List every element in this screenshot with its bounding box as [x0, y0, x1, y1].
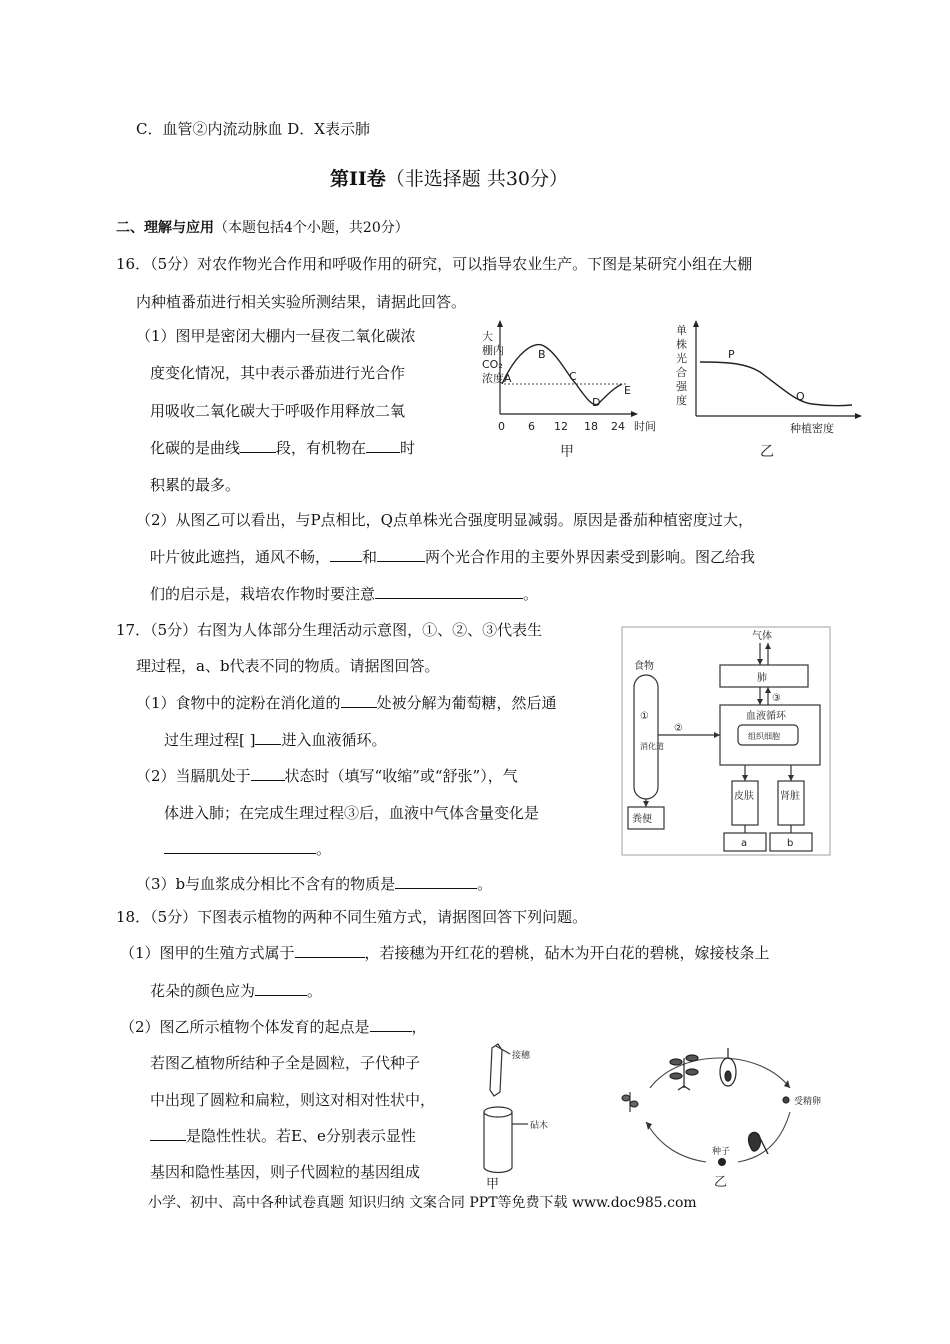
q16-part2-line3-b: 。 — [523, 585, 539, 603]
page-footer: 小学、初中、高中各种试卷真题 知识归纳 文案合同 PPT等免费下载 www.doc985.com — [148, 1195, 697, 1211]
answer-blank[interactable] — [240, 438, 276, 453]
q17-part2-line3-end: 。 — [316, 840, 332, 858]
section-title-rest: （非选择题 共30分） — [385, 168, 568, 190]
q18-part2-line1-a: （2）图乙所示植物个体发育的起点是 — [120, 1018, 370, 1036]
chart-jia-point-c: C — [569, 370, 577, 383]
q16-part1-line4 — [150, 437, 415, 458]
answer-blank[interactable] — [255, 981, 307, 996]
q17-intro-1: 17．（5分）右图为人体部分生理活动示意图，①、②、③代表生 — [116, 621, 543, 639]
chart-jia-curve — [502, 345, 622, 405]
chart-jia-ylabel-1: 大 — [482, 330, 493, 343]
grafting-caption: 甲 — [486, 1177, 500, 1192]
answer-blank[interactable] — [370, 1017, 412, 1032]
q17-part3 — [136, 873, 492, 894]
part2-heading-note: （本题包括4个小题，共20分） — [214, 220, 409, 236]
chart-yi-caption: 乙 — [760, 444, 774, 460]
answer-blank[interactable] — [164, 839, 316, 854]
answer-blank[interactable] — [255, 730, 281, 745]
answer-blank[interactable] — [375, 584, 523, 599]
q16-part2-line2-a: 叶片彼此遮挡，通风不畅， — [150, 548, 331, 566]
answer-blank[interactable] — [295, 943, 365, 958]
output-b-label: b — [787, 838, 794, 849]
seed-label: 种子 — [712, 1147, 731, 1157]
q16-intro-1: 16．（5分）对农作物光合作用和呼吸作用的研究，可以指导农业生产。下图是某研究小组在大棚 — [116, 255, 753, 273]
chart-jia-point-a: A — [504, 372, 512, 385]
q16-part1-line4-a: 化碳的是曲线 — [150, 439, 241, 457]
chart-yi-ylabel-4: 合 — [676, 366, 687, 379]
digestive-tract — [634, 675, 658, 799]
q16-part1-line5: 积累的最多。 — [150, 476, 241, 494]
answer-blank[interactable] — [377, 547, 425, 562]
q17-part1-line2-a: 过生理过程[ ] — [164, 731, 256, 749]
answer-blank[interactable] — [330, 547, 362, 562]
chart-jia-point-e: E — [624, 384, 631, 397]
q18-part2-line1 — [120, 1016, 427, 1037]
q17-part2-line1-a: （2）当膈肌处于 — [136, 767, 251, 785]
q16-part1-line4-b: 段，有机物在 — [276, 439, 367, 457]
q16-part2-line3-a: 们的启示是，栽培农作物时要注意 — [150, 585, 376, 603]
circulation-label: 血液循环 — [746, 711, 786, 722]
q16-part2-line2 — [150, 546, 755, 567]
food-label: 食物 — [634, 661, 654, 672]
q18-part1-line2-b: 。 — [307, 982, 323, 1000]
digestive-tract-label: 消化道 — [640, 742, 664, 751]
q18-part2-line1-b: ， — [411, 1018, 427, 1036]
q18-part2-line4 — [150, 1125, 416, 1146]
plant-lifecycle-figure — [610, 1028, 840, 1192]
stock-label: 砧木 — [530, 1121, 549, 1131]
q17-part1-line1 — [136, 692, 557, 713]
q16-part1-line3: 用吸收二氧化碳大于呼吸作用释放二氧 — [150, 402, 406, 420]
skin-box — [732, 781, 758, 825]
q16-part1-line2: 度变化情况，其中表示番茄进行光合作 — [150, 364, 406, 382]
chart-yi — [672, 318, 872, 466]
q18-part2-line3: 中出现了圆粒和扁粒，则这对相对性状中， — [150, 1091, 436, 1109]
answer-blank[interactable] — [395, 874, 477, 889]
part2-heading-label: 二、理解与应用 — [116, 220, 214, 236]
answer-blank[interactable] — [366, 438, 400, 453]
q16-part1-line1: （1）图甲是密闭大棚内一昼夜二氧化碳浓 — [136, 327, 416, 345]
chart-yi-curve — [700, 362, 852, 406]
chart-yi-point-p: P — [728, 348, 735, 361]
chart-yi-ylabel-3: 光 — [676, 352, 687, 365]
chart-yi-point-q: Q — [796, 390, 805, 403]
q17-part2-line3 — [164, 838, 331, 859]
kidney-box — [778, 781, 804, 825]
q17-part1-line1-a: （1）食物中的淀粉在消化道的 — [136, 694, 341, 712]
answer-blank[interactable] — [150, 1126, 186, 1141]
tissue-cells-label: 组织细胞 — [748, 732, 780, 741]
chart-yi-ylabel-5: 强 — [676, 380, 687, 393]
q16-part1-line4-c: 时 — [400, 439, 416, 457]
q16-part2-line3 — [150, 583, 538, 604]
section-title-bold: 第II卷 — [330, 168, 386, 190]
process-2-label: ② — [674, 723, 683, 734]
chart-jia-tick-12: 12 — [554, 420, 568, 433]
grafting-figure — [470, 1040, 574, 1192]
process-3-label: ③ — [772, 693, 781, 704]
process-1-label: ① — [640, 711, 649, 722]
q18-part1-line2 — [150, 980, 322, 1001]
q17-part1-line1-b: 处被分解为葡萄糖，然后通 — [376, 694, 557, 712]
chart-jia-point-d: D — [592, 396, 601, 409]
q18-part2-line2: 若图乙植物所结种子全是圆粒，子代种子 — [150, 1054, 421, 1072]
skin-label: 皮肤 — [734, 791, 754, 802]
section-title — [330, 164, 568, 191]
chart-jia-point-b: B — [538, 348, 546, 361]
chart-jia-tick-24: 24 — [611, 420, 625, 433]
q16-part2-line2-b: 和 — [362, 548, 378, 566]
chart-jia-xlabel: 时间 — [634, 420, 656, 433]
chart-jia-ylabel-3: CO₂ — [482, 358, 503, 371]
answer-blank[interactable] — [341, 693, 377, 708]
q18-part1-line1-a: （1）图甲的生殖方式属于 — [120, 944, 295, 962]
chart-jia-ylabel-2: 棚内 — [482, 344, 504, 357]
q15-options-tail: C．血管②内流动脉血 D．X表示肺 — [136, 120, 370, 138]
scion-label: 接穗 — [512, 1051, 531, 1061]
chart-jia-tick-0: 0 — [498, 420, 505, 433]
q17-part3-b: 。 — [477, 875, 493, 893]
chart-jia-tick-18: 18 — [584, 420, 598, 433]
chart-yi-ylabel-2: 株 — [676, 338, 687, 351]
chart-yi-xlabel: 种植密度 — [790, 422, 834, 435]
q18-part1-line1 — [120, 942, 770, 963]
q17-part1-line2 — [164, 729, 387, 750]
human-physiology-diagram — [620, 625, 832, 857]
output-a-label: a — [741, 838, 748, 849]
fertilized-egg-label: 受精卵 — [794, 1097, 822, 1107]
q17-intro-2: 理过程，a、b代表不同的物质。请据图回答。 — [136, 657, 440, 675]
q17-part2-line1 — [136, 765, 518, 786]
q17-part1-line2-b: 进入血液循环。 — [281, 731, 387, 749]
q18-part2-line5: 基因和隐性基因，则子代圆粒的基因组成 — [150, 1163, 421, 1181]
chart-jia-tick-6: 6 — [528, 420, 535, 433]
lung-label: 肺 — [757, 673, 767, 684]
q16-part2-line2-c: 两个光合作用的主要外界因素受到影响。图乙给我 — [425, 548, 756, 566]
q16-intro-2: 内种植番茄进行相关实验所测结果，请据此回答。 — [136, 293, 467, 311]
chart-yi-ylabel-1: 单 — [676, 324, 687, 337]
q18-intro: 18．（5分）下图表示植物的两种不同生殖方式，请据图回答下列问题。 — [116, 908, 588, 926]
kidney-label: 肾脏 — [780, 791, 800, 802]
q17-part3-a: （3）b与血浆成分相比不含有的物质是 — [136, 875, 396, 893]
q16-part2-line1: （2）从图乙可以看出，与P点相比，Q点单株光合强度明显减弱。原因是番茄种植密度过大， — [136, 511, 753, 529]
chart-yi-ylabel-6: 度 — [676, 394, 687, 407]
chart-jia-caption: 甲 — [560, 444, 574, 460]
q18-part2-line4-b: 是隐性性状。若E、e分别表示显性 — [186, 1127, 416, 1145]
lifecycle-caption: 乙 — [714, 1175, 728, 1190]
chart-jia — [476, 318, 672, 466]
q18-part1-line1-b: ，若接穗为开红花的碧桃，砧木为开白花的碧桃，嫁接枝条上 — [364, 944, 770, 962]
feces-label: 粪便 — [632, 814, 652, 825]
chart-jia-ylabel-4: 浓度 — [482, 372, 504, 385]
answer-blank[interactable] — [251, 766, 285, 781]
q17-part2-line2: 体进入肺；在完成生理过程③后，血液中气体含量变化是 — [164, 804, 540, 822]
q17-part2-line1-b: 状态时（填写“收缩”或“舒张”），气 — [284, 767, 518, 785]
part2-heading — [116, 217, 409, 237]
q18-part1-line2-a: 花朵的颜色应为 — [150, 982, 256, 1000]
gas-label: 气体 — [752, 631, 772, 642]
